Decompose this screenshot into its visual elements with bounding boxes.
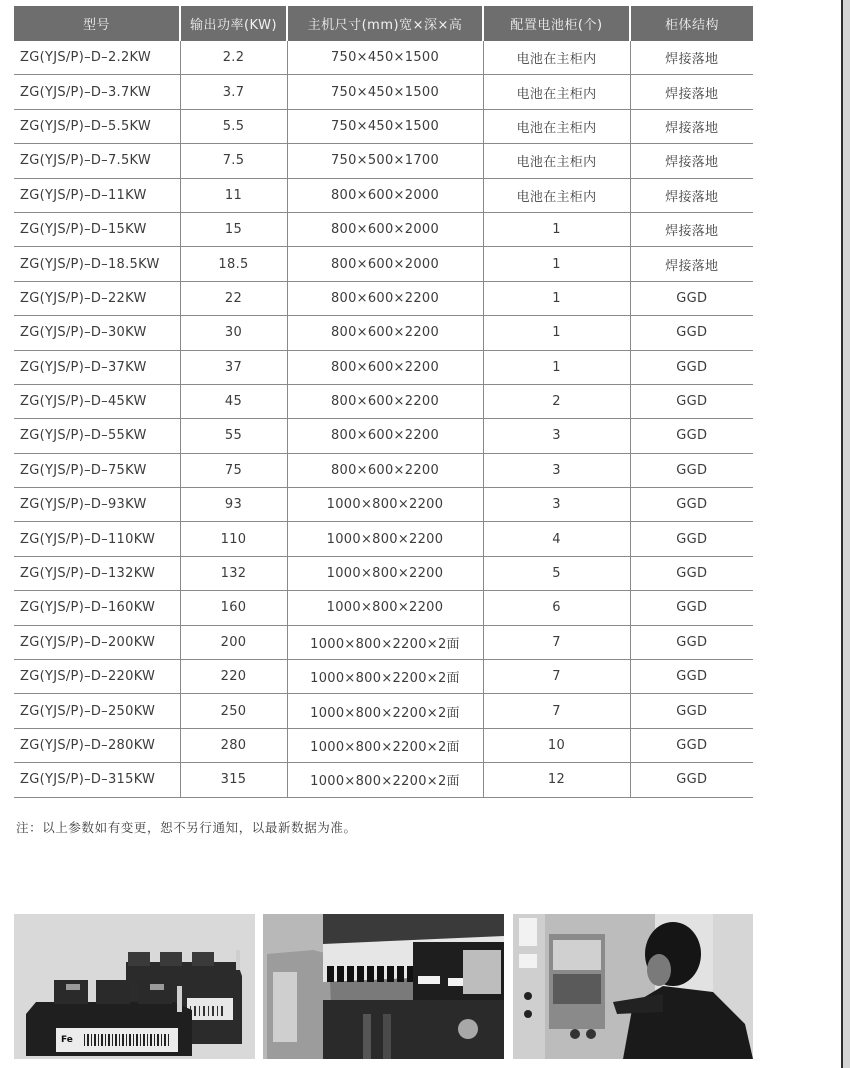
battery-cabinet-cell: 10 — [483, 728, 630, 762]
table-row — [14, 384, 753, 418]
dimensions-cell: 1000×800×2200 — [287, 556, 483, 590]
dimensions-cell: 1000×800×2200 — [287, 488, 483, 522]
dimensions-cell: 1000×800×2200×2面 — [287, 763, 483, 797]
battery-cabinet-cell: 3 — [483, 453, 630, 487]
table-row — [14, 694, 753, 728]
power-cell: 37 — [180, 350, 287, 384]
power-cell: 200 — [180, 625, 287, 659]
model-cell: ZG(YJS/P)–D–5.5KW — [14, 109, 180, 143]
battery-cabinet-cell: 7 — [483, 660, 630, 694]
table-row — [14, 591, 753, 625]
model-cell: ZG(YJS/P)–D–18.5KW — [14, 247, 180, 281]
cabinet-structure-cell: GGD — [630, 281, 753, 315]
table-row — [14, 212, 753, 246]
model-cell: ZG(YJS/P)–D–93KW — [14, 488, 180, 522]
battery-cabinet-cell: 1 — [483, 281, 630, 315]
cabinet-structure-cell: GGD — [630, 453, 753, 487]
power-cell: 315 — [180, 763, 287, 797]
disclaimer-note: 注：以上参数如有变更，恕不另行通知，以最新数据为准。 — [16, 820, 357, 835]
table-row — [14, 419, 753, 453]
dimensions-cell: 800×600×2200 — [287, 316, 483, 350]
model-cell: ZG(YJS/P)–D–22KW — [14, 281, 180, 315]
dimensions-cell: 1000×800×2200×2面 — [287, 728, 483, 762]
power-cell: 30 — [180, 316, 287, 350]
table-row — [14, 556, 753, 590]
battery-cabinet-cell: 6 — [483, 591, 630, 625]
column-header: 型号 — [14, 6, 180, 41]
power-cell: 110 — [180, 522, 287, 556]
table-row — [14, 453, 753, 487]
cabinet-structure-cell: GGD — [630, 660, 753, 694]
cabinet-structure-cell: 焊接落地 — [630, 212, 753, 246]
table-body — [14, 41, 753, 797]
dimensions-cell: 750×500×1700 — [287, 144, 483, 178]
cabinet-structure-cell: GGD — [630, 522, 753, 556]
table-row — [14, 144, 753, 178]
model-cell: ZG(YJS/P)–D–220KW — [14, 660, 180, 694]
power-cell: 132 — [180, 556, 287, 590]
spec-table — [14, 6, 753, 798]
cabinet-structure-cell: 焊接落地 — [630, 247, 753, 281]
dimensions-cell: 800×600×2000 — [287, 178, 483, 212]
cabinet-structure-cell: GGD — [630, 556, 753, 590]
battery-cabinet-cell: 2 — [483, 384, 630, 418]
cabinet-structure-cell: 焊接落地 — [630, 109, 753, 143]
power-cell: 75 — [180, 453, 287, 487]
battery-cabinet-cell: 电池在主柜内 — [483, 75, 630, 109]
table-row — [14, 625, 753, 659]
column-header: 输出功率(KW) — [180, 6, 287, 41]
table-header-row — [14, 6, 753, 41]
dimensions-cell: 750×450×1500 — [287, 109, 483, 143]
power-cell: 5.5 — [180, 109, 287, 143]
dimensions-cell: 800×600×2200 — [287, 350, 483, 384]
battery-cabinet-cell: 1 — [483, 350, 630, 384]
power-cell: 18.5 — [180, 247, 287, 281]
dimensions-cell: 800×600×2200 — [287, 419, 483, 453]
table-row — [14, 488, 753, 522]
cabinet-structure-cell: GGD — [630, 384, 753, 418]
power-cell: 7.5 — [180, 144, 287, 178]
table-row — [14, 178, 753, 212]
table-row — [14, 728, 753, 762]
model-cell: ZG(YJS/P)–D–160KW — [14, 591, 180, 625]
dimensions-cell: 1000×800×2200×2面 — [287, 694, 483, 728]
cabinet-structure-cell: GGD — [630, 625, 753, 659]
dimensions-cell: 1000×800×2200×2面 — [287, 625, 483, 659]
cabinet-structure-cell: GGD — [630, 419, 753, 453]
column-header: 主机尺寸(mm)宽×深×高 — [287, 6, 483, 41]
power-cell: 3.7 — [180, 75, 287, 109]
module-logo: Fe — [61, 1035, 73, 1045]
dimensions-cell: 1000×800×2200 — [287, 591, 483, 625]
model-cell: ZG(YJS/P)–D–132KW — [14, 556, 180, 590]
battery-cabinet-cell: 7 — [483, 694, 630, 728]
cabinet-structure-cell: 焊接落地 — [630, 178, 753, 212]
table-row — [14, 75, 753, 109]
dimensions-cell: 800×600×2200 — [287, 384, 483, 418]
model-cell: ZG(YJS/P)–D–45KW — [14, 384, 180, 418]
power-cell: 250 — [180, 694, 287, 728]
photo-power-modules — [14, 914, 255, 1059]
dimensions-cell: 800×600×2200 — [287, 281, 483, 315]
power-cell: 55 — [180, 419, 287, 453]
battery-cabinet-cell: 3 — [483, 488, 630, 522]
table-row — [14, 247, 753, 281]
dimensions-cell: 750×450×1500 — [287, 75, 483, 109]
table-row — [14, 522, 753, 556]
battery-cabinet-cell: 1 — [483, 247, 630, 281]
model-cell: ZG(YJS/P)–D–55KW — [14, 419, 180, 453]
battery-cabinet-cell: 12 — [483, 763, 630, 797]
cabinet-structure-cell: GGD — [630, 763, 753, 797]
table-row — [14, 350, 753, 384]
battery-cabinet-cell: 7 — [483, 625, 630, 659]
model-cell: ZG(YJS/P)–D–2.2KW — [14, 41, 180, 75]
model-cell: ZG(YJS/P)–D–280KW — [14, 728, 180, 762]
page-edge-divider — [841, 0, 850, 1068]
table-row — [14, 281, 753, 315]
model-cell: ZG(YJS/P)–D–11KW — [14, 178, 180, 212]
table-row — [14, 316, 753, 350]
power-cell: 93 — [180, 488, 287, 522]
cabinet-structure-cell: 焊接落地 — [630, 75, 753, 109]
photo-technician — [513, 914, 753, 1059]
dimensions-cell: 800×600×2000 — [287, 247, 483, 281]
dimensions-cell: 1000×800×2200 — [287, 522, 483, 556]
cabinet-structure-cell: GGD — [630, 350, 753, 384]
model-cell: ZG(YJS/P)–D–37KW — [14, 350, 180, 384]
cabinet-structure-cell: GGD — [630, 488, 753, 522]
model-cell: ZG(YJS/P)–D–250KW — [14, 694, 180, 728]
table-row — [14, 109, 753, 143]
column-header: 柜体结构 — [630, 6, 753, 41]
cabinet-structure-cell: GGD — [630, 728, 753, 762]
battery-cabinet-cell: 电池在主柜内 — [483, 41, 630, 75]
model-cell: ZG(YJS/P)–D–3.7KW — [14, 75, 180, 109]
table-row — [14, 763, 753, 797]
power-cell: 11 — [180, 178, 287, 212]
dimensions-cell: 800×600×2200 — [287, 453, 483, 487]
power-cell: 220 — [180, 660, 287, 694]
model-cell: ZG(YJS/P)–D–15KW — [14, 212, 180, 246]
battery-cabinet-cell: 3 — [483, 419, 630, 453]
model-cell: ZG(YJS/P)–D–110KW — [14, 522, 180, 556]
power-cell: 45 — [180, 384, 287, 418]
power-cell: 15 — [180, 212, 287, 246]
table-row — [14, 660, 753, 694]
cabinet-structure-cell: 焊接落地 — [630, 144, 753, 178]
cabinet-structure-cell: GGD — [630, 591, 753, 625]
battery-cabinet-cell: 5 — [483, 556, 630, 590]
column-header: 配置电池柜(个) — [483, 6, 630, 41]
power-cell: 160 — [180, 591, 287, 625]
cabinet-structure-cell: GGD — [630, 316, 753, 350]
power-cell: 22 — [180, 281, 287, 315]
photo-control-cabinet — [263, 914, 504, 1059]
model-cell: ZG(YJS/P)–D–200KW — [14, 625, 180, 659]
cabinet-structure-cell: GGD — [630, 694, 753, 728]
power-cell: 280 — [180, 728, 287, 762]
dimensions-cell: 800×600×2000 — [287, 212, 483, 246]
model-cell: ZG(YJS/P)–D–75KW — [14, 453, 180, 487]
model-cell: ZG(YJS/P)–D–7.5KW — [14, 144, 180, 178]
cabinet-structure-cell: 焊接落地 — [630, 41, 753, 75]
battery-cabinet-cell: 电池在主柜内 — [483, 144, 630, 178]
battery-cabinet-cell: 电池在主柜内 — [483, 109, 630, 143]
power-cell: 2.2 — [180, 41, 287, 75]
model-cell: ZG(YJS/P)–D–315KW — [14, 763, 180, 797]
dimensions-cell: 750×450×1500 — [287, 41, 483, 75]
table-row — [14, 41, 753, 75]
dimensions-cell: 1000×800×2200×2面 — [287, 660, 483, 694]
model-cell: ZG(YJS/P)–D–30KW — [14, 316, 180, 350]
battery-cabinet-cell: 4 — [483, 522, 630, 556]
battery-cabinet-cell: 电池在主柜内 — [483, 178, 630, 212]
battery-cabinet-cell: 1 — [483, 212, 630, 246]
battery-cabinet-cell: 1 — [483, 316, 630, 350]
